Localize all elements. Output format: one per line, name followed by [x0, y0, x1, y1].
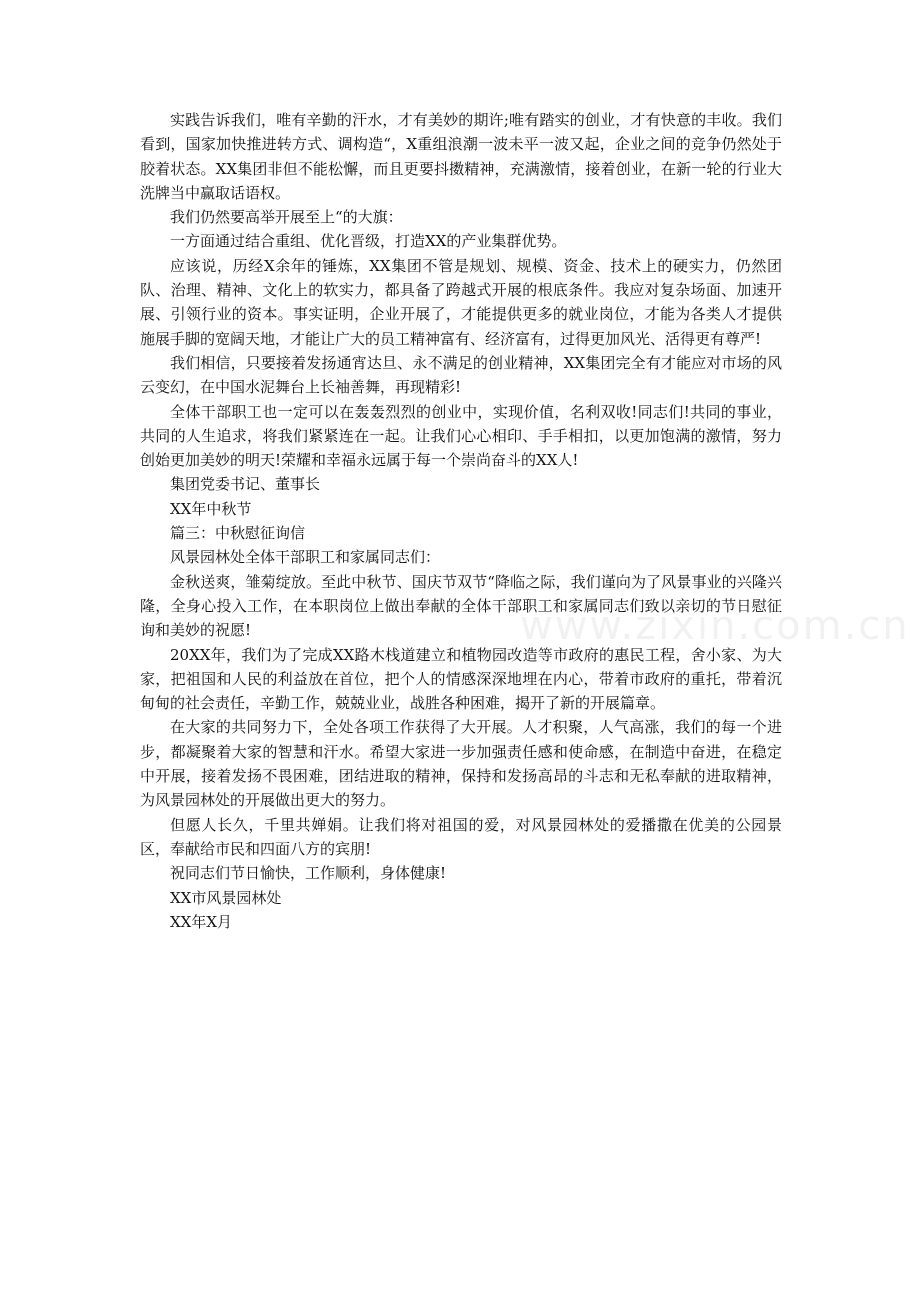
letter-sender: XX市风景园林处 [170, 888, 282, 907]
paragraph-opening: 实践告诉我们，唯有辛勤的汗水，才有美妙的期许;唯有踏实的创业，才有快意的丰收。我们看到，国家加快推进转方式、调构造“，X重组浪潮一波未平一波又起，企业之间的竞争仍然处于胶着状态。XX集团非但不能松懈，而且更要抖擞精神，充满激情，接着创业，在新一轮的行业大洗牌当中赢取话语权。 [140, 111, 782, 202]
paragraph-wishes: 但愿人长久，千里共婵娟。让我们将对祖国的爱，对风景园林处的爱播撒在优美的公园景区，奉献给市民和四面八方的宾朋! [140, 815, 782, 858]
paragraph-strength: 应该说，历经X余年的锤炼，XX集团不管是规划、规模、资金、技术上的硬实力，仍然团队、治理、精神、文化上的软实力，都具备了跨越式开展的根底条件。我应对复杂场面、加速开展、引领行业的资本。事实证明，企业开展了，才能提供更多的就业岗位，才能为各类人才提供施展手脚的宽阔天地，才能让广大的员工精神富有、经济富有，过得更加风光、活得更有尊严! [140, 256, 782, 348]
document-body [140, 108, 782, 934]
signature-title: 集团党委书记、董事长 [170, 475, 321, 494]
paragraph-belief: 我们相信，只要接着发扬通宵达旦、永不满足的创业精神，XX集团完全有才能应对市场的风云变幻，在中国水泥舞台上长袖善舞，再现精彩! [140, 353, 782, 397]
paragraph-banner: 我们仍然要高举开展至上“的大旗： [170, 208, 403, 227]
paragraph-call-to-action: 全体干部职工也一定可以在轰轰烈烈的创业中，实现价值，名利双收!同志们!共同的事业，共同的人生追求，将我们紧紧连在一起。让我们心心相印、手手相扣，以更加饱满的激情，努力创始更加美妙的明天!荣耀和幸福永远属于每一个崇尚奋斗的XX人! [140, 402, 782, 470]
section-heading: 篇三：中秋慰征询信 [170, 524, 306, 543]
paragraph-achievements: 20XX年，我们为了完成XX路木栈道建立和植物园改造等市政府的惠民工程，舍小家、为大家，把祖国和人民的利益放在首位，把个人的情感深深地埋在内心，带着市政府的重托，带着沉甸甸的社会责任，辛勤工作，兢兢业业，战胜各种困难，揭开了新的开展篇章。 [140, 645, 782, 713]
watermark: www.zixin.com.cn [520, 603, 910, 649]
paragraph-progress: 在大家的共同努力下，全处各项工作获得了大开展。人才积聚，人气高涨，我们的每一个进步，都凝聚着大家的智慧和汗水。希望大家进一步加强责任感和使命感，在制造中奋进，在稳定中开展，接着发扬不畏困难，团结进取的精神，保持和发扬高昂的斗志和无私奉献的进取精神，为风景园林处的开展做出更大的努力。 [140, 718, 782, 810]
paragraph-greeting: 金秋送爽，雏菊绽放。至此中秋节、国庆节双节“降临之际，我们谨向为了风景事业的兴隆兴隆，全身心投入工作，在本职岗位上做出奉献的全体干部职工和家属同志们致以亲切的节日慰征询和美妙的祝愿! [140, 572, 782, 640]
signature-date: XX年中秋节 [170, 499, 252, 518]
paragraph-restructure: 一方面通过结合重组、优化晋级，打造XX的产业集群优势。 [170, 232, 567, 251]
paragraph-blessing: 祝同志们节日愉快，工作顺利，身体健康! [170, 864, 447, 883]
letter-date: XX年X月 [170, 912, 233, 931]
letter-salutation: 风景园林处全体干部职工和家属同志们： [170, 548, 441, 567]
